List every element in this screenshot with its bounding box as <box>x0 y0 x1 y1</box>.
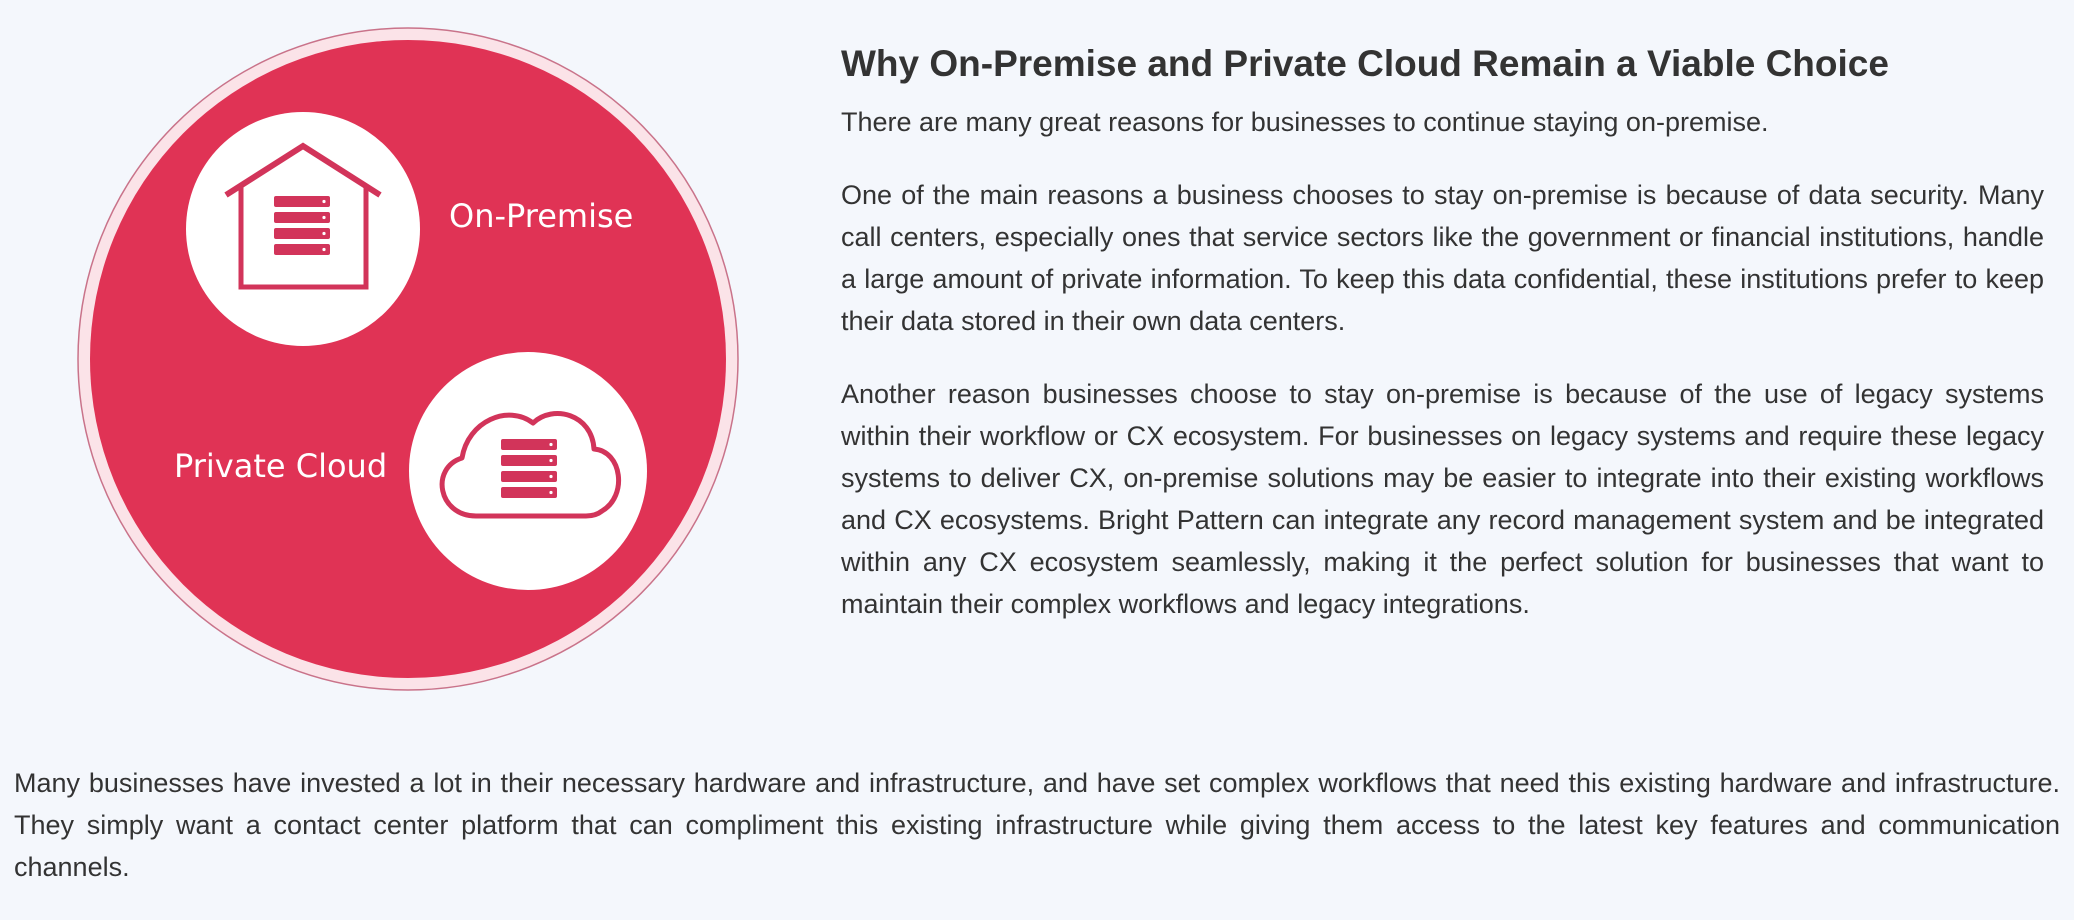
infrastructure-paragraph: Many businesses have invested a lot in their necessary hardware and infrastructure, and have set complex workflows that need this existing hardware and infrastructure. They simply want a contact center platform that can compliment this existing infrastructure while giving them access to the latest key features and communication channels. <box>14 768 2060 882</box>
legacy-systems-paragraph: Another reason businesses choose to stay on-premise is because of the use of legacy systems within their workflow or CX ecosystem. For businesses on legacy systems and require these legacy systems to deliver CX, on-premise solutions may be easier to integrate into their existing workflows and CX ecosystems. Bright Pattern can integrate any record management system and be integrated within any CX ecosystem seamlessly, making it the perfect solution for businesses that want to maintain their complex workflows and legacy integrations. <box>841 379 2044 620</box>
private-cloud-label: Private Cloud <box>174 447 388 485</box>
page-title: Why On-Premise and Private Cloud Remain a Viable Choice <box>841 43 1889 84</box>
cloud-server-icon <box>409 352 647 590</box>
article-content <box>841 40 2044 625</box>
on-premise-label: On-Premise <box>449 197 634 235</box>
data-security-paragraph: One of the main reasons a business chooses to stay on-premise is because of data security. Many call centers, especially ones that service sectors like the government or financial institutions, handle a large amount of private information. To keep this data confidential, these institutions prefer to keep their data stored in their own data centers. <box>841 180 2044 337</box>
main-disc <box>90 40 726 678</box>
house-server-icon <box>186 112 420 346</box>
on-premise-private-cloud-illustration <box>76 26 740 692</box>
intro-paragraph: There are many great reasons for businesses to continue staying on-premise. <box>841 107 1769 138</box>
